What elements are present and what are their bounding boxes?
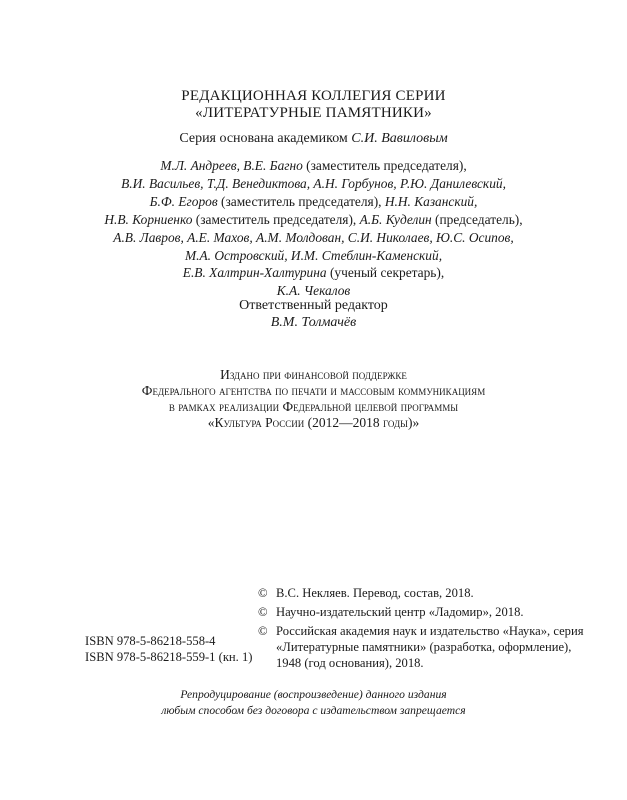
support-line-1: Издано при финансовой поддержке [220, 367, 407, 382]
responsible-editor-name: В.М. Толмачёв [270, 315, 357, 330]
series-founded [0, 130, 627, 147]
isbn-block [85, 633, 252, 665]
copyright-text: Научно-издательский центр «Ладомир», 2018. [276, 605, 524, 619]
member-names: А.В. Лавров, А.Е. Махов, А.М. Молдован, С.И. Николаев, Ю.С. Осипов, [113, 229, 514, 245]
copyright-notices [258, 585, 588, 674]
board-members-line [0, 211, 627, 229]
member-names: Н.Н. Казанский, [384, 193, 478, 209]
board-members-line [0, 229, 627, 247]
member-role: (заместитель председателя), [302, 158, 467, 173]
member-role: (председатель), [431, 211, 523, 227]
copyright-symbol: © [258, 624, 268, 638]
series-board-heading [0, 88, 627, 122]
board-members-line [0, 175, 627, 193]
member-names: Н.В. Корниенко [104, 211, 193, 227]
series-board-title-line-1: РЕДАКЦИОННАЯ КОЛЛЕГИЯ СЕРИИ [181, 88, 446, 104]
support-line-4: «Культура России (2012—2018 годы)» [207, 415, 420, 430]
support-line-2: Федерального агентства по печати и массовым коммуникациям [141, 383, 486, 398]
board-members-line [0, 247, 627, 265]
series-founder-name: С.И. Вавиловым [351, 131, 448, 146]
series-founded-text: Серия основана академиком [179, 131, 352, 146]
member-names: М.А. Островский, И.М. Стеблин-Каменский, [184, 247, 443, 263]
member-role: (заместитель председателя), [217, 193, 385, 209]
copyright-entry [258, 623, 588, 671]
member-role: (ученый секретарь), [326, 265, 445, 281]
isbn-line-2: ISBN 978-5-86218-559-1 (кн. 1) [85, 650, 253, 664]
member-names: В.И. Васильев, Т.Д. Венедиктова, А.Н. Горбунов, Р.Ю. Данилевский, [121, 175, 506, 191]
member-names: М.Л. Андреев, В.Е. Багно [160, 158, 303, 173]
reproduction-line-2: любым способом без договора с издательством запрещается [161, 704, 466, 717]
funding-support-notice [0, 367, 627, 431]
responsible-editor-label: Ответственный редактор [239, 298, 388, 313]
copyright-entry [258, 585, 588, 601]
board-members-line [0, 193, 627, 211]
copyright-symbol: © [258, 586, 268, 600]
member-role: (заместитель председателя), [192, 211, 360, 227]
isbn-line-1: ISBN 978-5-86218-558-4 [85, 634, 216, 648]
copyright-text: Российская академия наук и издательство «Наука», серия «Литературные памятники» (разработка, оформление), 1948 (год основания), 2018. [276, 624, 584, 670]
member-names: А.Б. Куделин [359, 211, 432, 227]
copyright-text: В.С. Некляев. Перевод, состав, 2018. [276, 586, 474, 600]
board-members-list [0, 157, 627, 300]
member-names: Е.В. Халтрин-Халтурина [182, 265, 327, 281]
member-names: К.А. Чекалов [276, 283, 351, 299]
board-members-line [0, 264, 627, 282]
reproduction-notice [0, 687, 627, 719]
series-board-title-line-2: «ЛИТЕРАТУРНЫЕ ПАМЯТНИКИ» [195, 105, 432, 121]
copyright-entry [258, 604, 588, 620]
member-names: Б.Ф. Егоров [149, 193, 218, 209]
board-members-line [0, 157, 627, 175]
support-line-3: в рамках реализации Федеральной целевой программы [168, 399, 459, 414]
copyright-symbol: © [258, 605, 268, 619]
reproduction-line-1: Репродуцирование (воспроизведение) данного издания [180, 688, 447, 701]
responsible-editor [0, 297, 627, 331]
